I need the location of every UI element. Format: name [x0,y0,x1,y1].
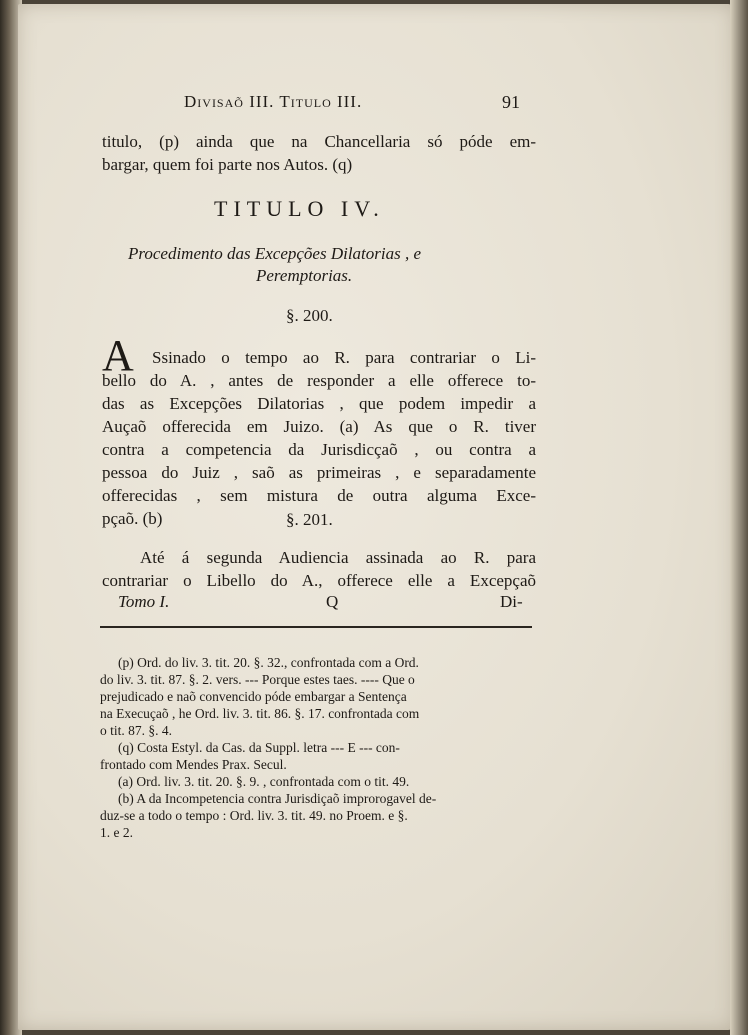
footnote-line: duz-se a todo o tempo : Ord. liv. 3. tit. 49. no Proem. e §. [100,808,408,823]
section-200-heading: §. 200. [286,306,333,325]
footnote-line: (a) Ord. liv. 3. tit. 20. §. 9. , confrontada com o tit. 49. [118,774,410,789]
footnote-line: frontado com Mendes Prax. Secul. [100,757,287,772]
para-200-line: Auçaõ offerecida em Juizo. (a) As que o R. tiver [102,417,536,436]
para-200-line: contra a competencia da Jurisdicçaõ , ou contra a [102,440,536,459]
catchword: Di- [500,592,523,611]
volume-label: Tomo I. [118,592,170,611]
para-200-line: offerecidas , sem mistura de outra alguma Exce- [102,486,536,505]
intro-line-1: titulo, (p) ainda que na Chancellaria só póde em- [102,132,536,151]
running-title: Divisaõ III. Titulo III. [184,92,363,111]
para-201-line: Até á segunda Audiencia assinada ao R. para [140,548,536,567]
para-201-line: contrariar o Libello do A., offerece elle a Excepçaõ [102,571,536,590]
footnote-line: (p) Ord. do liv. 3. tit. 20. §. 32., confrontada com a Ord. [118,655,419,670]
signature-mark: Q [326,592,339,611]
para-200-line: pessoa do Juiz , saõ as primeiras , e separadamente [102,463,536,482]
footnote-line: o tit. 87. §. 4. [100,723,173,738]
footnote-line: (q) Costa Estyl. da Cas. da Suppl. letra --- E --- con- [118,740,400,755]
right-page-edge [730,0,748,1035]
page-number: 91 [502,92,520,112]
section-201-heading: §. 201. [286,510,333,529]
footnote-line: prejudicado e naõ convencido póde embargar a Sentença [100,689,407,704]
para-200-line: Ssinado o tempo ao R. para contrariar o Li- [152,348,536,367]
subtitle-line-2: Peremptorias. [256,266,353,285]
footnote-line: na Execuçaõ , he Ord. liv. 3. tit. 86. §. 17. confrontada com [100,706,420,721]
footnote-rule [100,626,532,628]
para-200-line: pçaõ. (b) [102,509,163,528]
footnote-line: 1. e 2. [100,825,133,840]
para-200-line: bello do A. , antes de responder a elle offerece to- [102,371,536,390]
drop-cap: A [102,331,134,380]
footnote-line: (b) A da Incompetencia contra Jurisdiçaõ improrogavel de- [118,791,437,806]
para-200-line: das as Excepções Dilatorias , que podem impedir a [102,394,536,413]
subtitle-line-1: Procedimento das Excepções Dilatorias , e [128,244,422,263]
intro-line-2: bargar, quem foi parte nos Autos. (q) [102,155,353,174]
footnote-line: do liv. 3. tit. 87. §. 2. vers. --- Porque estes taes. ---- Que o [100,672,415,687]
chapter-title: TITULO IV. [214,196,385,221]
